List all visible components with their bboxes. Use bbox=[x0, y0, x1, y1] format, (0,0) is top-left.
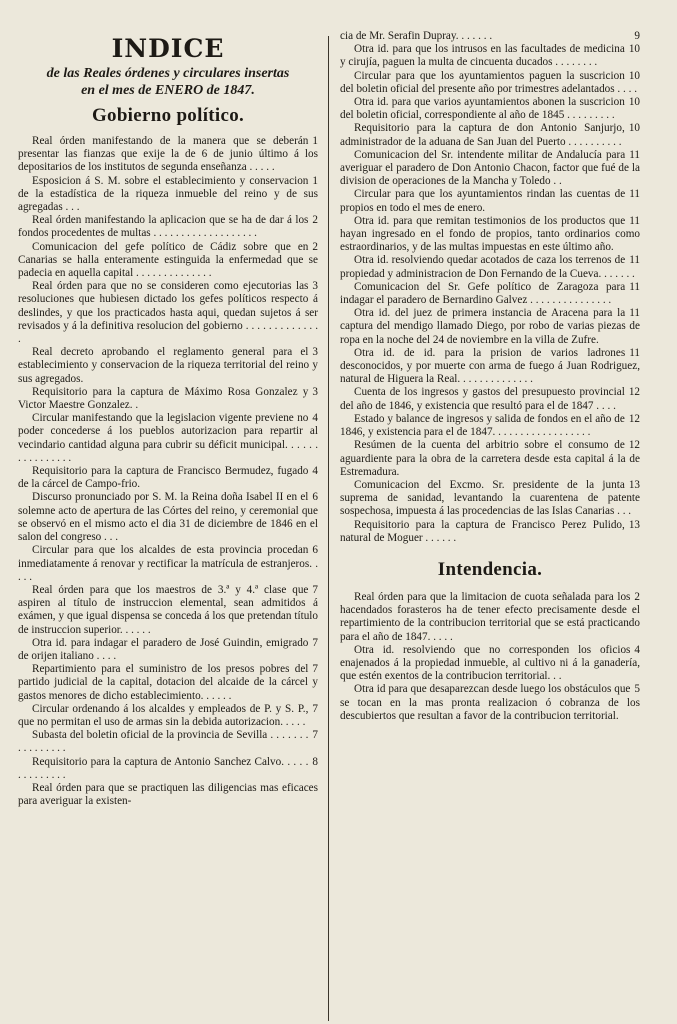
page-number: 2 bbox=[312, 240, 318, 253]
index-list-intendencia bbox=[340, 591, 640, 723]
index-list-right bbox=[340, 30, 640, 545]
page-number: 7 bbox=[312, 636, 318, 649]
entry-text: Requisitorio para la captura de Antonio Sanchez Calvo. . . . . . . . . . . . . . bbox=[18, 755, 309, 781]
entry-text: cia de Mr. Serafin Dupray. . . . . . . bbox=[340, 30, 493, 42]
entry-text: Otra id. resolviendo que no corresponden los oficios enajenados á la propiedad inmueble, al cultivo ni á la ganadería, que estén exentos de la contribucion territorial. . . bbox=[340, 643, 640, 683]
index-entry bbox=[18, 782, 318, 808]
page-number: 7 bbox=[312, 583, 318, 596]
index-entry bbox=[340, 413, 640, 439]
index-entry bbox=[18, 346, 318, 386]
page-number: 7 bbox=[312, 702, 318, 715]
index-entry bbox=[340, 591, 640, 644]
page-number: 6 bbox=[312, 544, 318, 557]
entry-text: Repartimiento para el suministro de los presos pobres del partido judicial de la capital, dotacion del alcaide de la cárcel y gastos menores de dicho establecimiento. . . . . . bbox=[18, 663, 318, 702]
index-list-left bbox=[18, 135, 318, 808]
index-entry bbox=[340, 479, 640, 519]
page-number: 4 bbox=[312, 465, 318, 478]
index-entry bbox=[340, 149, 640, 189]
page-number: 11 bbox=[629, 254, 640, 267]
page-number: 5 bbox=[634, 683, 640, 696]
index-entry bbox=[18, 491, 318, 544]
index-entry bbox=[18, 703, 318, 729]
entry-text: Real órden para que no se consideren como ejecutorias las resoluciones que hubiesen dictado los gefes políticos respecto á deslindes, y que los practicados hasta aqui, quedan sujetos á ser revisados y á la definitiva resolucion del gobierno . . . . . . . . . . . . . . bbox=[18, 280, 318, 346]
index-entry bbox=[18, 663, 318, 703]
subtitle-line-1: de las Reales órdenes y circulares insertas bbox=[46, 66, 290, 81]
index-entry bbox=[18, 637, 318, 663]
page-number: 2 bbox=[634, 590, 640, 603]
entry-text: Real órden manifestando de la manera que se deberán presentar las fianzas que exije la de 6 de junio último á los depositarios de los institutos de segunda enseñanza . . . . . bbox=[18, 135, 318, 174]
index-entry bbox=[340, 122, 640, 148]
page-number: 12 bbox=[628, 439, 640, 452]
index-entry bbox=[18, 214, 318, 240]
entry-text: Otra id. para que los intrusos en las facultades de medicina y cirujía, paguen la multa de cincuenta ducados . . . . . . . . bbox=[340, 43, 625, 69]
entry-text: Real órden manifestando la aplicacion que se ha de dar á los fondos procedentes de multas . . . . . . . . . . . . . . . . . . . bbox=[18, 214, 309, 240]
index-entry bbox=[18, 544, 318, 584]
page-number: 12 bbox=[628, 386, 640, 399]
page-number: 12 bbox=[628, 412, 640, 425]
page-number: 1 bbox=[312, 174, 318, 187]
index-entry bbox=[340, 644, 640, 684]
entry-text: Real órden para que la limitacion de cuota señalada para los hacendados forasteros ha de tener efecto precisamente desde el repartimiento de la contribucion territorial que se está practicando para el año de 1847. . . . . bbox=[340, 590, 640, 643]
left-column bbox=[18, 30, 318, 808]
page-number: 2 bbox=[312, 214, 318, 227]
entry-text: Requisitorio para la captura de don Antonio Sanjurjo, administrador de la aduana de San Juan del Puerto . . . . . . . . . . bbox=[340, 122, 625, 148]
entry-text: Estado y balance de ingresos y salida de fondos en el año de 1846, y existencia para el de 1847. . . . . . . . . . . . . . . . . . bbox=[340, 412, 625, 439]
subtitle bbox=[18, 65, 318, 99]
page-number: 4 bbox=[312, 412, 318, 425]
entry-text: Otra id. resolviendo quedar acotados de caza los terrenos de propiedad y administracion de Don Fernando de la Cueva. . . . . . . bbox=[340, 254, 635, 280]
page-title: INDICE bbox=[111, 34, 225, 63]
index-entry bbox=[18, 135, 318, 175]
page-number: 7 bbox=[312, 729, 318, 742]
index-entry bbox=[340, 439, 640, 479]
entry-text: Otra id. de id. para la prision de varios ladrones desconocidos, y por muerte con arma de fuego á Juan Rodriguez, natural de Higuera la Real. . . . . . . . . . . . . . bbox=[340, 346, 640, 386]
entry-text: Requisitorio para la captura de Máximo Rosa Gonzalez y Victor Maestre Gonzalez. . bbox=[18, 385, 309, 412]
index-entry bbox=[18, 386, 318, 412]
entry-text: Circular para que los ayuntamientos paguen la suscricion del boletin oficial del presente año por trimestres adelantados . . . . bbox=[340, 69, 637, 95]
page-number: 3 bbox=[312, 280, 318, 293]
index-entry bbox=[340, 386, 640, 412]
page-number: 7 bbox=[312, 663, 318, 676]
page-number: 11 bbox=[629, 280, 640, 293]
page-number: 1 bbox=[312, 135, 318, 147]
index-entry bbox=[18, 584, 318, 637]
page-number: 3 bbox=[312, 346, 318, 359]
entry-text: Real decreto aprobando el reglamento general para el establecimiento y conservacion de la riqueza territorial del reino y sus agregados. bbox=[18, 346, 318, 385]
page-number: 11 bbox=[629, 307, 640, 320]
page-number: 13 bbox=[628, 518, 640, 531]
page-number: 11 bbox=[629, 346, 640, 359]
index-entry bbox=[340, 43, 640, 69]
right-column bbox=[340, 30, 640, 723]
entry-text: Real órden para que los maestros de 3.ª y 4.ª clase que aspiren al título de instruccion elemental, sean admitidos á exámen, y que igual dispensa se conceda á los que pretendan título de instruccion superior. . . . . . bbox=[18, 583, 318, 636]
page-number: 8 bbox=[312, 755, 318, 768]
entry-text: Otra id para que desaparezcan desde luego los obstáculos que se tocan en la mas pronta realizacion ó cobranza de los descubiertos que resultan a favor de la contribucion territorial. bbox=[340, 683, 640, 722]
index-entry bbox=[18, 241, 318, 281]
page-number: 10 bbox=[628, 122, 640, 135]
index-entry bbox=[18, 412, 318, 465]
index-entry bbox=[340, 215, 640, 255]
index-entry bbox=[340, 70, 640, 96]
page-number: 11 bbox=[629, 148, 640, 161]
index-entry bbox=[340, 519, 640, 545]
index-entry bbox=[340, 307, 640, 347]
entry-text: Comunicacion del Sr. intendente militar de Andalucía para averiguar el paradero de Don Antonio Chacon, factor que fué de la division de operaciones de la Mancha y Toledo . . bbox=[340, 148, 640, 188]
page-number: 10 bbox=[628, 43, 640, 56]
entry-text: Esposicion á S. M. sobre el establecimiento y conservacion de la estadística de la riqueza inmueble del reino y de sus agregadas . . . bbox=[18, 174, 318, 214]
page-number: 10 bbox=[628, 69, 640, 82]
index-entry bbox=[340, 96, 640, 122]
entry-text: Requisitorio para la captura de Francisco Perez Pulido, natural de Moguer . . . . . . bbox=[340, 518, 625, 544]
index-entry bbox=[340, 683, 640, 723]
entry-text: Circular ordenando á los alcaldes y empleados de P. y S. P., que no permitan el uso de armas sin la debida autorizacion. . . . . bbox=[18, 702, 309, 728]
page-number: 10 bbox=[628, 96, 640, 109]
page-number: 4 bbox=[634, 643, 640, 656]
entry-text: Otra id. para que remitan testimonios de los productos que hayan ingresado en el fondo de propios, tanto ordinarios como estraordinarios, y de las multas impuestas en este último año. bbox=[340, 214, 640, 254]
index-entry bbox=[18, 280, 318, 346]
page-number: 13 bbox=[628, 478, 640, 491]
entry-text: Circular para que los alcaldes de esta provincia procedan inmediatamente á renovar y rectificar la matrícula de estranjeros. . . . . bbox=[18, 544, 318, 583]
section-heading-intendencia: Intendencia. bbox=[437, 558, 543, 580]
index-entry bbox=[340, 188, 640, 214]
column-divider bbox=[328, 36, 329, 1021]
entry-text: Requisitorio para la captura de Francisco Bermudez, fugado de la cárcel de Campo-frio. bbox=[18, 465, 309, 491]
index-entry bbox=[18, 756, 318, 782]
entry-text: Comunicacion del Sr. Gefe político de Zaragoza para indagar el paradero de Bernardino Galvez . . . . . . . . . . . . . . . bbox=[340, 280, 626, 307]
entry-text: Otra id. del juez de primera instancia de Aracena para la captura del mendigo llamado Diego, por robo de varias piezas de ropa en la noche del 24 de noviembre en la villa de Zufre. bbox=[340, 307, 640, 346]
entry-text: Comunicacion del Excmo. Sr. presidente de la junta suprema de sanidad, levantando la cuarentena de patente sospechosa, impuesta á las procedencias de las Islas Canarias . . . bbox=[340, 478, 640, 518]
section-heading-gobierno: Gobierno político. bbox=[91, 105, 245, 126]
index-entry bbox=[340, 281, 640, 307]
entry-text: Otra id. para que varios ayuntamientos abonen la suscricion del boletin oficial, correspondiente al año de 1845 . . . . . . . . . bbox=[340, 96, 625, 122]
index-entry bbox=[18, 465, 318, 491]
entry-text: Circular para que los ayuntamientos rindan las cuentas de propios en todo el mes de enero. bbox=[340, 188, 626, 214]
entry-text: Subasta del boletin oficial de la provincia de Sevilla . . . . . . . . . . . . . . . . bbox=[18, 729, 309, 755]
entry-text: Circular manifestando que la legislacion vigente previene no poder concederse á los pueblos autorizacion para repartir al vecindario cantidad alguna para cubrir su déficit municipal. . . . . . . . . . . . . . . . bbox=[18, 412, 318, 464]
entry-text: Otra id. para indagar el paradero de José Guindin, emigrado de orijen italiano . . . . bbox=[18, 636, 309, 662]
page-number: 9 bbox=[634, 30, 640, 42]
index-entry bbox=[340, 347, 640, 387]
page-number: 11 bbox=[629, 214, 640, 227]
index-entry bbox=[18, 729, 318, 755]
page-number: 11 bbox=[629, 188, 640, 201]
page-number: 6 bbox=[312, 491, 318, 504]
index-entry bbox=[18, 175, 318, 215]
entry-text: Discurso pronunciado por S. M. la Reina doña Isabel II en el solemne acto de apertura de las Córtes del reino, y ceremonial que se observó en el mismo acto el dia 31 de diciembre de 1846 en el salon del congreso . . . bbox=[18, 491, 318, 544]
page-number: 3 bbox=[312, 385, 318, 398]
subtitle-line-2: en el mes de ENERO de 1847. bbox=[81, 83, 255, 98]
entry-text: Cuenta de los ingresos y gastos del presupuesto provincial del año de 1846, y existencia que resultó para el de 1847 . . . . bbox=[340, 386, 625, 412]
index-entry bbox=[340, 30, 640, 43]
entry-text: Real órden para que se practiquen las diligencias mas eficaces para averiguar la existen- bbox=[18, 781, 318, 808]
index-entry bbox=[340, 254, 640, 280]
entry-text: Comunicacion del gefe político de Cádiz sobre que en Canarias se halla enteramente estinguida la enfermedad que se padecia en aquella capital . . . . . . . . . . . . . . bbox=[18, 240, 318, 280]
entry-text: Resúmen de la cuenta del arbitrio sobre el consumo de aguardiente para la obra de la carretera desde esta capital á la de Estremadura. bbox=[340, 439, 640, 478]
